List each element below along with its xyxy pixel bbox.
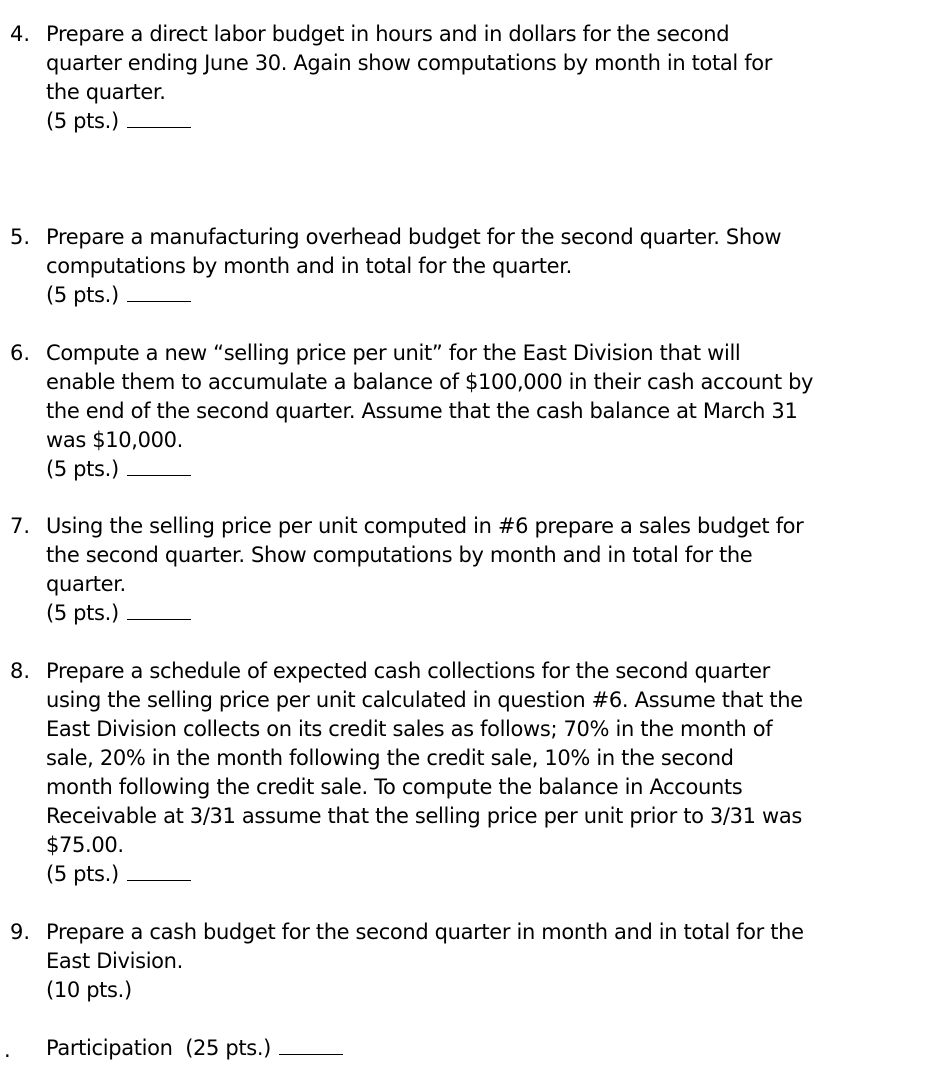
participation-points: (25 pts.) — [185, 1036, 272, 1060]
participation-text — [46, 1034, 896, 1063]
points-label: (5 pts.) — [46, 109, 119, 133]
question-line: sale, 20% in the month following the credit sale, 10% in the second — [46, 746, 734, 770]
question-line: the second quarter. Show computations by month and in total for the — [46, 543, 753, 567]
question-text — [46, 339, 896, 484]
question-line: East Division collects on its credit sales as follows; 70% in the month of — [46, 717, 773, 741]
points-line — [46, 599, 896, 628]
question-number: 5. — [10, 225, 31, 249]
question-line: Prepare a direct labor budget in hours and in dollars for the second — [46, 22, 730, 46]
question-text — [46, 20, 896, 136]
answer-blank[interactable] — [127, 281, 191, 302]
question-line: Prepare a manufacturing overhead budget for the second quarter. Show — [46, 225, 782, 249]
question-line: Using the selling price per unit computed in #6 prepare a sales budget for — [46, 514, 804, 538]
question-line: Compute a new “selling price per unit” for the East Division that will — [46, 341, 741, 365]
answer-blank[interactable] — [127, 107, 191, 128]
question-line: $75.00. — [46, 833, 124, 857]
question-line: East Division. — [46, 949, 183, 973]
question-number: 9. — [10, 920, 31, 944]
participation-blank[interactable] — [279, 1034, 343, 1055]
points-label: (5 pts.) — [46, 601, 119, 625]
points-label: (10 pts.) — [46, 978, 132, 1002]
question-text — [46, 918, 896, 1005]
question-line: using the selling price per unit calculated in question #6. Assume that the — [46, 688, 803, 712]
answer-blank[interactable] — [127, 599, 191, 620]
question-text — [46, 512, 896, 628]
participation-label: Participation — [46, 1036, 173, 1060]
question-line: Prepare a schedule of expected cash collections for the second quarter — [46, 659, 770, 683]
question-number: 7. — [10, 514, 31, 538]
question-line: month following the credit sale. To compute the balance in Accounts — [46, 775, 743, 799]
question-line: computations by month and in total for the quarter. — [46, 254, 572, 278]
question-number: 6. — [10, 341, 31, 365]
question-line: the end of the second quarter. Assume that the cash balance at March 31 — [46, 399, 798, 423]
question-line: Prepare a cash budget for the second quarter in month and in total for the — [46, 920, 804, 944]
question-number: 4. — [10, 22, 31, 46]
question-text — [46, 657, 896, 889]
question-line: quarter. — [46, 572, 126, 596]
question-line: the quarter. — [46, 80, 166, 104]
question-number: 8. — [10, 659, 31, 683]
question-line: enable them to accumulate a balance of $100,000 in their cash account by — [46, 370, 814, 394]
participation-bullet: . — [4, 1038, 11, 1062]
question-line: was $10,000. — [46, 428, 183, 452]
answer-blank[interactable] — [127, 860, 191, 881]
points-label: (5 pts.) — [46, 457, 119, 481]
points-label: (5 pts.) — [46, 283, 119, 307]
question-text — [46, 223, 896, 310]
points-label: (5 pts.) — [46, 862, 119, 886]
points-line — [46, 455, 896, 484]
points-line — [46, 860, 896, 889]
points-line — [46, 281, 896, 310]
points-line — [46, 107, 896, 136]
question-line: Receivable at 3/31 assume that the selling price per unit prior to 3/31 was — [46, 804, 802, 828]
answer-blank[interactable] — [127, 455, 191, 476]
question-line: quarter ending June 30. Again show computations by month in total for — [46, 51, 773, 75]
